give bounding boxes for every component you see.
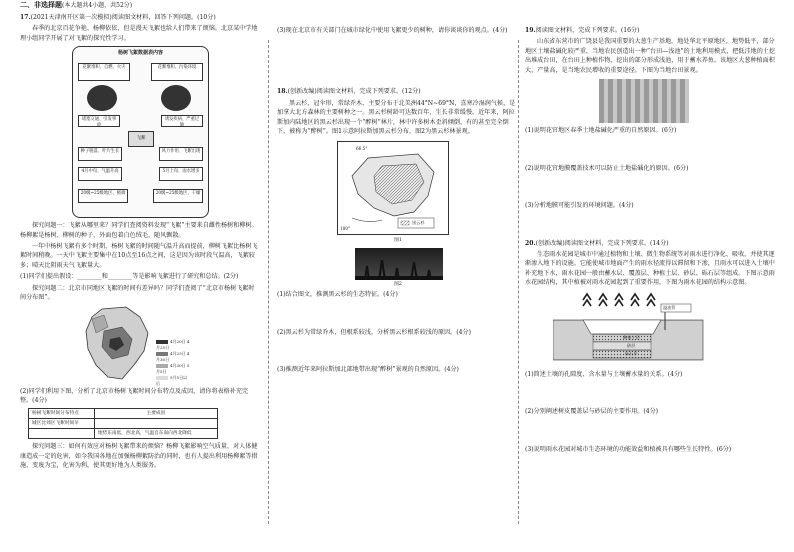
answer-space[interactable]: [525, 175, 777, 201]
legend-swatch: [156, 352, 168, 356]
q17-stem: [20, 13, 260, 22]
fig1-latitude-label: 66.5°: [356, 145, 368, 151]
q19-sub-1: (1)说明花官地区春季土地盐碱化严重的自然原因。(6分): [525, 127, 677, 135]
q19-intro: 山东省东营市的广饶县是我国重要的大葱生产基地，地处华北平原地区，地势低平，部分地区土壤盐碱化较严重，当地农民创造出一种“台田—浅池”的土地利用模式，把低洼地的土挖出堆成台田，在台田上种植作物，挖出的部分形成浅池，用于蓄水养鱼。该地区大葱种植面积大，产量高，是当地农民增收的重要途径。下图为当地台田景观。: [525, 38, 775, 74]
q19-sub-2: (2)说明花官地膜覆盖技术可以防止土地盐碱化的原因。(6分): [525, 164, 689, 172]
q17-map: [82, 305, 190, 385]
figure-2-caption: 图2: [394, 282, 402, 288]
q18-sub-3: (3)推测近年来阿拉斯加北部地带出现“醉树”景观的自然原因。(4分): [277, 366, 459, 374]
q18-sub-2: (2)黑云杉为常绿乔木，但根系较浅，分析黑云杉根系较浅的原因。(4分): [277, 328, 471, 336]
diagram-center: 飞絮: [128, 131, 154, 147]
q17-sub-1: (1)同学们提出假设：________和________等是影响飞絮进行了研究和总结。(2分): [20, 273, 239, 281]
table-cell: 城区比郊区飞絮时间早: [29, 418, 95, 428]
q20-number: 20.: [525, 239, 536, 247]
table-row: [29, 429, 218, 439]
layer-label-gravel: 砾石层: [625, 350, 638, 356]
alaska-map: [338, 142, 448, 234]
q20-sub-2: (2)分别阐述树皮覆盖层与砂层的主要作用。(4分): [525, 408, 659, 416]
diagram-box-mid-right: 诱发疾病、严重过敏: [161, 115, 203, 127]
answer-space[interactable]: [277, 37, 519, 87]
legend-swatch: [156, 376, 168, 380]
diagram-box-left-2: 种子脱落、叶片生长: [78, 147, 122, 161]
map-legend: [156, 339, 190, 387]
section-header-title: 二、非选择题: [20, 0, 62, 9]
column-right: [525, 0, 777, 456]
answer-space[interactable]: [525, 213, 777, 239]
answer-space[interactable]: [525, 381, 777, 407]
q17-paragraph-3: 探究问题二：北京市同地区飞絮的时间有差异吗？同学们查阅了“北京市杨树飞絮时间分布图”。: [20, 284, 255, 302]
figure-1-caption: 图1: [394, 237, 402, 243]
q18-intro: 黑云杉，冠伞形，常绿乔木，主要分布于北美洲44°N~69°N，喜寒冷湿润气候，是加拿大北方森林的主要树种之一。黑云杉树龄可达数百年，生长非常缓慢。近年来，阿拉斯加内陆地区的黑云杉出现一个“醉树”林片，林中许多树木歪斜倾倒，有的甚至完全倒下，被称为“醉树”。图1示意阿拉斯加黑云杉分布，图2为黑云杉林景观。: [277, 99, 516, 136]
q17-paragraph-4: 探究问题三：如何有效应对杨树飞絮带来的烦恼？杨柳飞絮影响空气质量，对人体健康造成一定的危害，如今我国各地在加强杨柳絮防治的同时，也有人提出利用杨柳絮等措施，变废为宝，化害为利，使其更好地为人类服务。: [20, 443, 258, 470]
q18-figure-1: [337, 141, 449, 235]
diagram-title: 杨树飞絮数据表内容: [117, 50, 163, 57]
q17-diagram: [72, 46, 209, 218]
q20-stem: [525, 239, 777, 248]
q20-stem-text: (创新改编)阅读图文材料，完成下列要求。(14分): [535, 239, 669, 247]
q17-paragraph-2: 一年中杨树飞絮有多个时期，杨树飞絮的时间随气温升高而提前，柳树飞絮比杨树飞絮时间稍晚。一天中飞絮主要集中在10点至16点之间，这是因为该时段气温高，飞絮较多；晴天比阴雨天气飞絮量大。: [20, 243, 258, 269]
tree-silhouettes: [355, 248, 443, 280]
q18-number: 18.: [277, 88, 288, 96]
section-header-note: (本大题共4小题，共52分): [62, 2, 133, 9]
answer-space[interactable]: [525, 138, 777, 164]
q17-sub-2: (2)同学们利用下图，分析了北京市杨树飞絮时间分布特点及成因，请你将表格补充完整。(4分): [20, 387, 249, 405]
q20-sub-1: (1)简述土壤的孔隙度、含水量与土壤蓄水量的关系。(4分): [525, 370, 683, 378]
q18-sub-1: (1)结合图文，推测黑云杉的生态特征。(4分): [277, 291, 398, 299]
table-cell: 地势东南低，西北高，气温自东南向西北降低: [94, 429, 217, 439]
answer-space[interactable]: [277, 339, 519, 365]
answer-space[interactable]: [525, 419, 777, 445]
q20-rain-garden-diagram: [553, 290, 723, 368]
column-middle: [277, 0, 519, 377]
table-cell[interactable]: [29, 429, 95, 439]
table-row: [29, 418, 218, 428]
q19-stem: [525, 26, 777, 35]
q17-intro: 春季的北京百花争艳、杨柳依依，但是漫天飞絮也给人们带来了烦恼。北京某中学地理小组同学开展了对飞絮的探究性学习。: [20, 25, 258, 42]
layer-label-planting-soil: 种植土层: [623, 334, 640, 340]
beijing-map-shape: [82, 305, 154, 385]
answer-space[interactable]: [277, 302, 519, 328]
q17-sub-3: (3)现在北京市有关部门在城市绿化中使用飞絮更少的树种，请你谈谈你的观点。(4分): [277, 27, 508, 34]
overflow-pipe-label: 溢流管: [663, 304, 676, 310]
legend-label: 4月25日 4月30日: [156, 350, 190, 362]
legend-item: [156, 375, 190, 387]
q18-stem: [277, 87, 519, 96]
q17-number: 17.: [20, 13, 31, 21]
diagram-photo-left: [87, 85, 117, 111]
q19-field-photo: [599, 79, 689, 123]
q19-number: 19.: [525, 27, 536, 34]
diagram-box-bottom-left: 20级~25级地区、极端: [78, 189, 128, 203]
diagram-box-left-3: 4月中旬、气温升高: [78, 167, 122, 181]
q18-figure-2-photo: [355, 248, 443, 280]
rain-garden-cross-section: [553, 290, 723, 368]
diagram-box-top-right: 花絮堆积、污染环境: [151, 63, 203, 81]
table-cell[interactable]: [94, 418, 217, 428]
diagram-box-top-left: 花絮堆积、自燃、火灾: [78, 63, 130, 81]
section-header: [20, 0, 260, 11]
table-row: [29, 408, 218, 418]
q19-stem-text: 阅读图文材料，完成下列要求。(16分): [535, 27, 640, 34]
table-header-cell: 杨树飞絮时间分布特点: [29, 408, 95, 418]
legend-item: [156, 339, 190, 351]
q17-paragraph-1: 探究问题一：飞絮从哪里来？同学们查阅资料发现“飞絮”主要来自雌性杨树和柳树。杨柳絮是杨树、柳树的种子，外面包着白色绒毛，随风飘散。: [20, 222, 258, 239]
diagram-box-right-3: 5月上旬、雨水增多: [159, 167, 203, 181]
legend-item: [156, 351, 190, 363]
layer-label-sand: 砂层: [627, 342, 636, 348]
legend-swatch: [156, 340, 168, 344]
q20-intro: 生态雨水花园是城市中通过植物和土壤、微生物系统等对雨水进行净化、吸收，并使其逐渐渗入地下的设施。它能使城市地面产生的雨水径流得以滞留和下渗，且雨水可以进入土壤中补充地下水，雨水花园一般由蓄水层、覆盖层、种植土层、砂层、砾石层等组成。下图示意雨水花园结构，其中植被对雨水花园起到了重要作用，下图为雨水花园的结构示意图。: [525, 250, 775, 287]
diagram-box-right-2: 风力作用、飞絮出现: [159, 147, 203, 161]
column-divider-1: [268, 40, 269, 524]
legend-label: 5月5日以后: [156, 374, 188, 386]
column-left: [20, 0, 260, 473]
legend-label: 4月30日 5月5日: [156, 362, 190, 374]
q19-sub-3: (3)分析地膜可能引发的环境问题。(4分): [525, 202, 634, 210]
legend-swatch: [156, 364, 168, 368]
diagram-box-mid-left: 堵塞交通、引发事故: [78, 115, 120, 127]
diagram-box-bottom-right: 20级~25级地区、干燥: [153, 189, 203, 203]
q17-stem-text: (2021天津南开区第一次模拟)阅读图文材料，回答下列问题。(10分): [30, 13, 216, 21]
q18-stem-text: (创新改编)阅读图文材料，完成下列要求。(12分): [287, 88, 421, 96]
diagram-photo-right: [161, 85, 191, 111]
q17-table: [28, 408, 218, 440]
fig1-longitude-label: 180°: [340, 225, 351, 231]
legend-item: [156, 363, 190, 375]
q20-sub-3: (3)说明雨水花园对城市生态环境的功能效益和植被具有哪些生长特性。(6分): [525, 445, 732, 453]
table-header-cell: 主要成因: [94, 408, 217, 418]
legend-label: 4月20日 4月25日: [156, 338, 190, 350]
fig1-legend-label: 黑云杉: [412, 219, 425, 225]
